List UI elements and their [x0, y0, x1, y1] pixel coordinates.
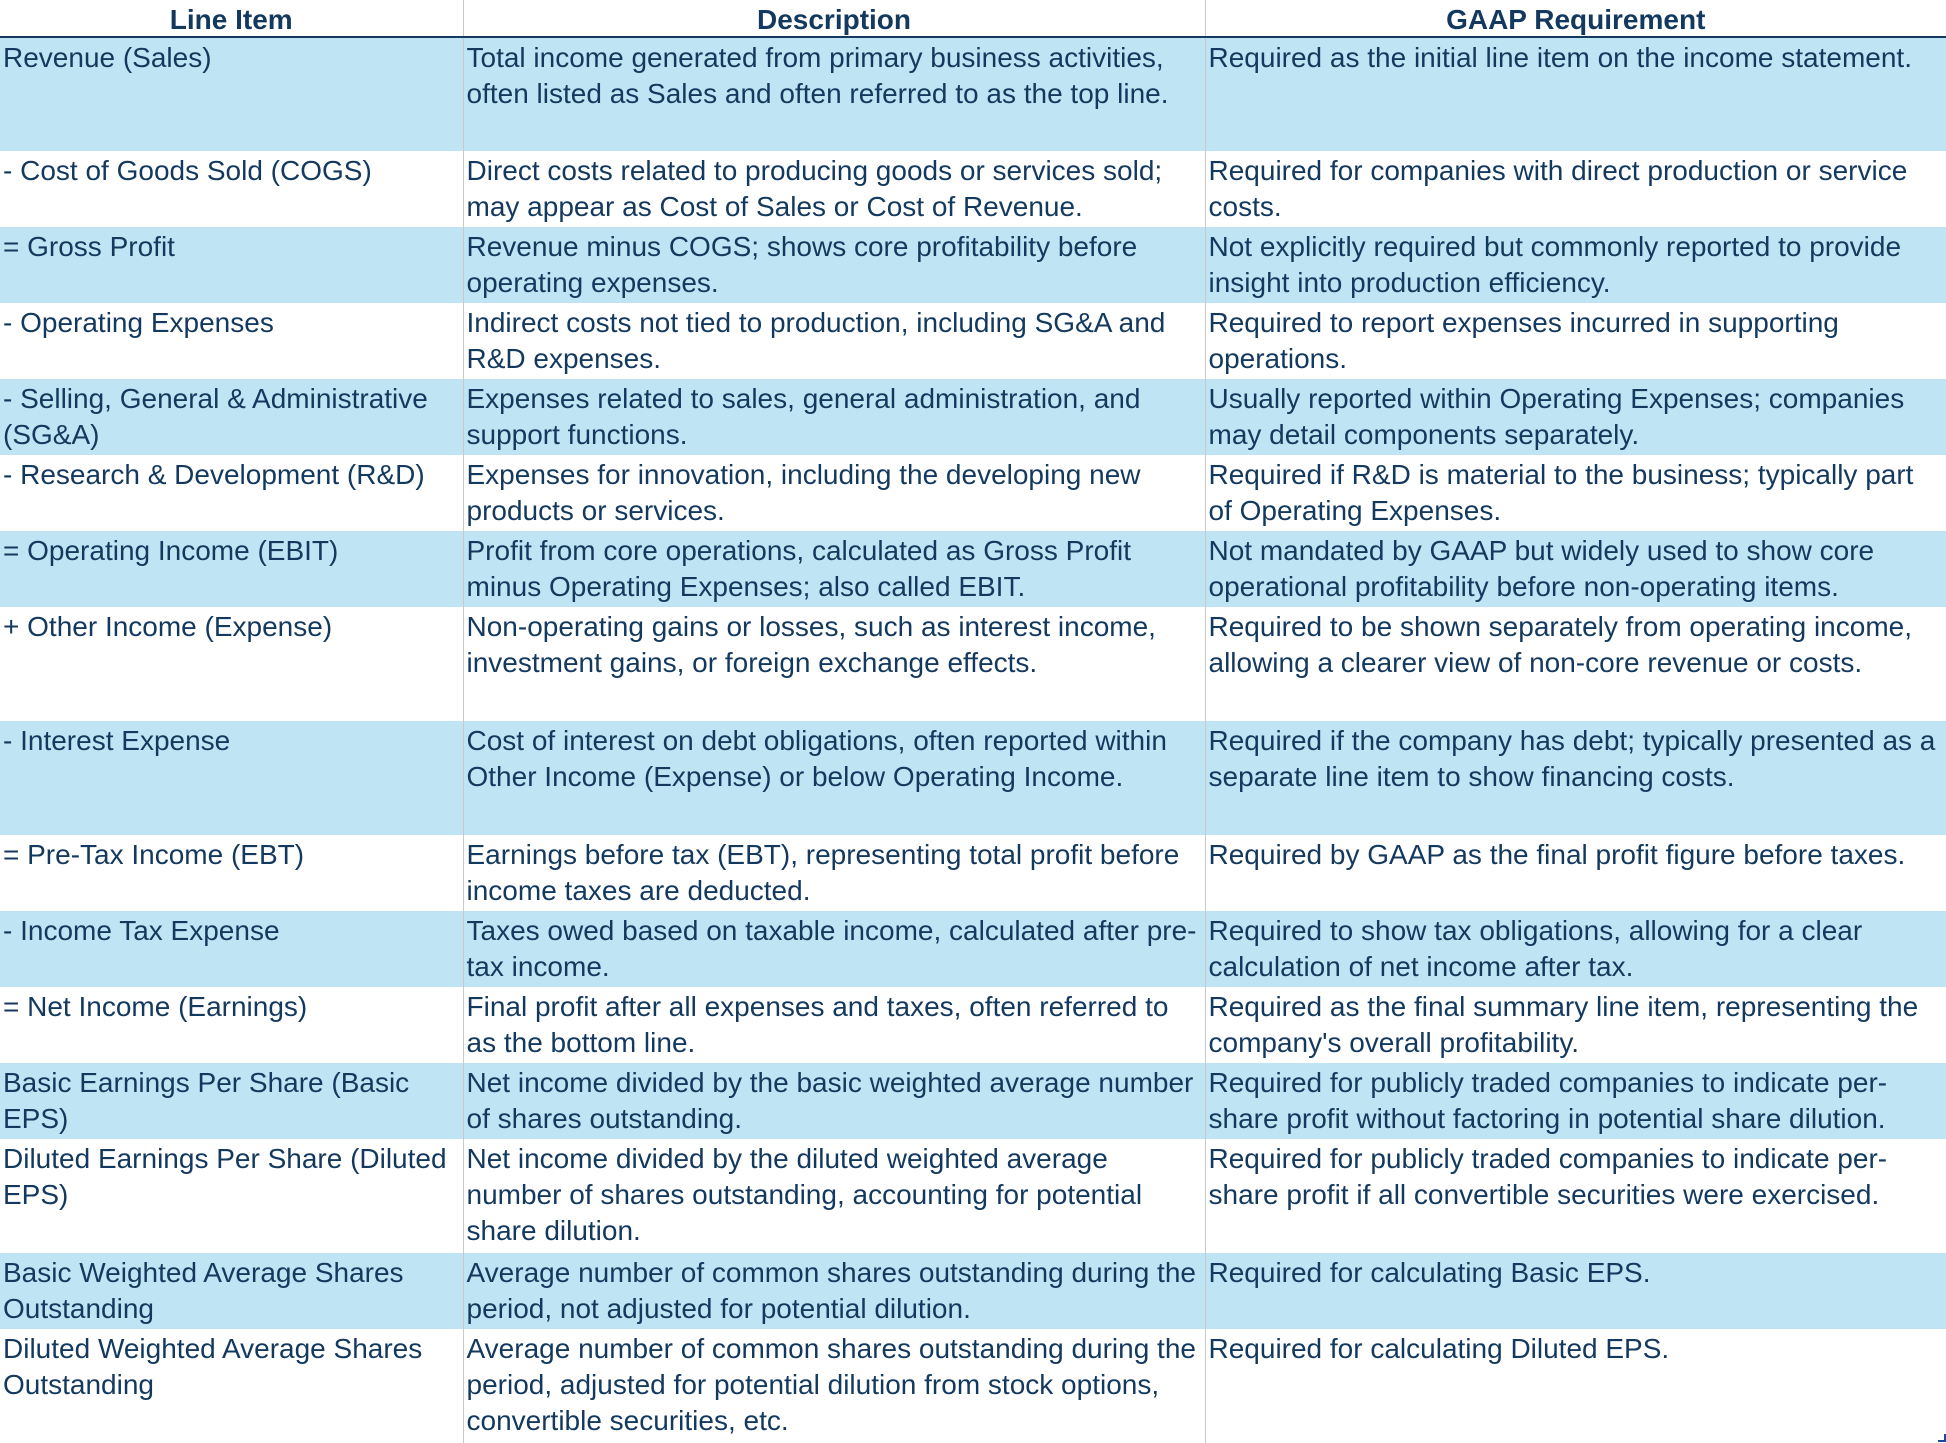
description-cell: Average number of common shares outstanding during the period, adjusted for potential dilution from stock options, convertible securities, etc. — [463, 1329, 1205, 1443]
description-cell: Revenue minus COGS; shows core profitability before operating expenses. — [463, 227, 1205, 303]
line-item-cell: + Other Income (Expense) — [0, 607, 463, 721]
description-cell: Profit from core operations, calculated as Gross Profit minus Operating Expenses; also called EBIT. — [463, 531, 1205, 607]
table-row — [0, 1063, 1946, 1139]
line-item-cell: Revenue (Sales) — [0, 37, 463, 151]
table-row — [0, 303, 1946, 379]
requirement-cell: Required by GAAP as the final profit figure before taxes. — [1205, 835, 1946, 911]
line-item-cell: Diluted Earnings Per Share (Diluted EPS) — [0, 1139, 463, 1253]
description-cell: Earnings before tax (EBT), representing total profit before income taxes are deducted. — [463, 835, 1205, 911]
table-row — [0, 1329, 1946, 1443]
line-item-cell: Basic Earnings Per Share (Basic EPS) — [0, 1063, 463, 1139]
line-item-cell: = Gross Profit — [0, 227, 463, 303]
line-item-cell: Diluted Weighted Average Shares Outstanding — [0, 1329, 463, 1443]
table-row — [0, 37, 1946, 151]
line-item-cell: - Research & Development (R&D) — [0, 455, 463, 531]
description-cell: Net income divided by the diluted weighted average number of shares outstanding, accounting for potential share dilution. — [463, 1139, 1205, 1253]
requirement-cell: Required for publicly traded companies to indicate per-share profit if all convertible securities were exercised. — [1205, 1139, 1946, 1253]
requirement-cell: Required if the company has debt; typically presented as a separate line item to show financing costs. — [1205, 721, 1946, 835]
line-item-cell: - Income Tax Expense — [0, 911, 463, 987]
table-row — [0, 455, 1946, 531]
requirement-cell: Required as the initial line item on the income statement. — [1205, 37, 1946, 151]
requirement-cell: Required for companies with direct production or service costs. — [1205, 151, 1946, 227]
description-cell: Expenses related to sales, general administration, and support functions. — [463, 379, 1205, 455]
table-row — [0, 1253, 1946, 1329]
table-row — [0, 227, 1946, 303]
table-row — [0, 531, 1946, 607]
requirement-cell: Required as the final summary line item, representing the company's overall profitability. — [1205, 987, 1946, 1063]
requirement-cell: Not mandated by GAAP but widely used to show core operational profitability before non-operating items. — [1205, 531, 1946, 607]
table-row — [0, 379, 1946, 455]
resize-handle-icon[interactable] — [1938, 1434, 1946, 1442]
requirement-cell: Required to report expenses incurred in supporting operations. — [1205, 303, 1946, 379]
requirement-cell: Not explicitly required but commonly reported to provide insight into production efficiency. — [1205, 227, 1946, 303]
description-cell: Average number of common shares outstanding during the period, not adjusted for potential dilution. — [463, 1253, 1205, 1329]
table-row — [0, 607, 1946, 721]
table-row — [0, 1139, 1946, 1253]
header-description: Description — [463, 0, 1205, 37]
table-row — [0, 835, 1946, 911]
description-cell: Indirect costs not tied to production, including SG&A and R&D expenses. — [463, 303, 1205, 379]
line-item-cell: Basic Weighted Average Shares Outstanding — [0, 1253, 463, 1329]
header-row — [0, 0, 1946, 37]
description-cell: Non-operating gains or losses, such as interest income, investment gains, or foreign exchange effects. — [463, 607, 1205, 721]
requirement-cell: Required for calculating Diluted EPS. — [1205, 1329, 1946, 1443]
description-cell: Cost of interest on debt obligations, often reported within Other Income (Expense) or below Operating Income. — [463, 721, 1205, 835]
line-item-cell: = Net Income (Earnings) — [0, 987, 463, 1063]
requirement-cell: Usually reported within Operating Expenses; companies may detail components separately. — [1205, 379, 1946, 455]
description-cell: Direct costs related to producing goods or services sold; may appear as Cost of Sales or Cost of Revenue. — [463, 151, 1205, 227]
table-row — [0, 721, 1946, 835]
description-cell: Final profit after all expenses and taxes, often referred to as the bottom line. — [463, 987, 1205, 1063]
line-item-cell: - Cost of Goods Sold (COGS) — [0, 151, 463, 227]
description-cell: Net income divided by the basic weighted average number of shares outstanding. — [463, 1063, 1205, 1139]
table-row — [0, 911, 1946, 987]
table-row — [0, 151, 1946, 227]
description-cell: Taxes owed based on taxable income, calculated after pre-tax income. — [463, 911, 1205, 987]
line-item-cell: = Pre-Tax Income (EBT) — [0, 835, 463, 911]
header-gaap-requirement: GAAP Requirement — [1205, 0, 1946, 37]
line-item-cell: = Operating Income (EBIT) — [0, 531, 463, 607]
description-cell: Total income generated from primary business activities, often listed as Sales and often referred to as the top line. — [463, 37, 1205, 151]
requirement-cell: Required for calculating Basic EPS. — [1205, 1253, 1946, 1329]
requirement-cell: Required to show tax obligations, allowing for a clear calculation of net income after tax. — [1205, 911, 1946, 987]
line-item-cell: - Operating Expenses — [0, 303, 463, 379]
header-line-item: Line Item — [0, 0, 463, 37]
table-row — [0, 987, 1946, 1063]
line-item-cell: - Selling, General & Administrative (SG&A) — [0, 379, 463, 455]
line-item-cell: - Interest Expense — [0, 721, 463, 835]
requirement-cell: Required for publicly traded companies to indicate per-share profit without factoring in potential share dilution. — [1205, 1063, 1946, 1139]
requirement-cell: Required to be shown separately from operating income, allowing a clearer view of non-core revenue or costs. — [1205, 607, 1946, 721]
description-cell: Expenses for innovation, including the developing new products or services. — [463, 455, 1205, 531]
requirement-cell: Required if R&D is material to the business; typically part of Operating Expenses. — [1205, 455, 1946, 531]
